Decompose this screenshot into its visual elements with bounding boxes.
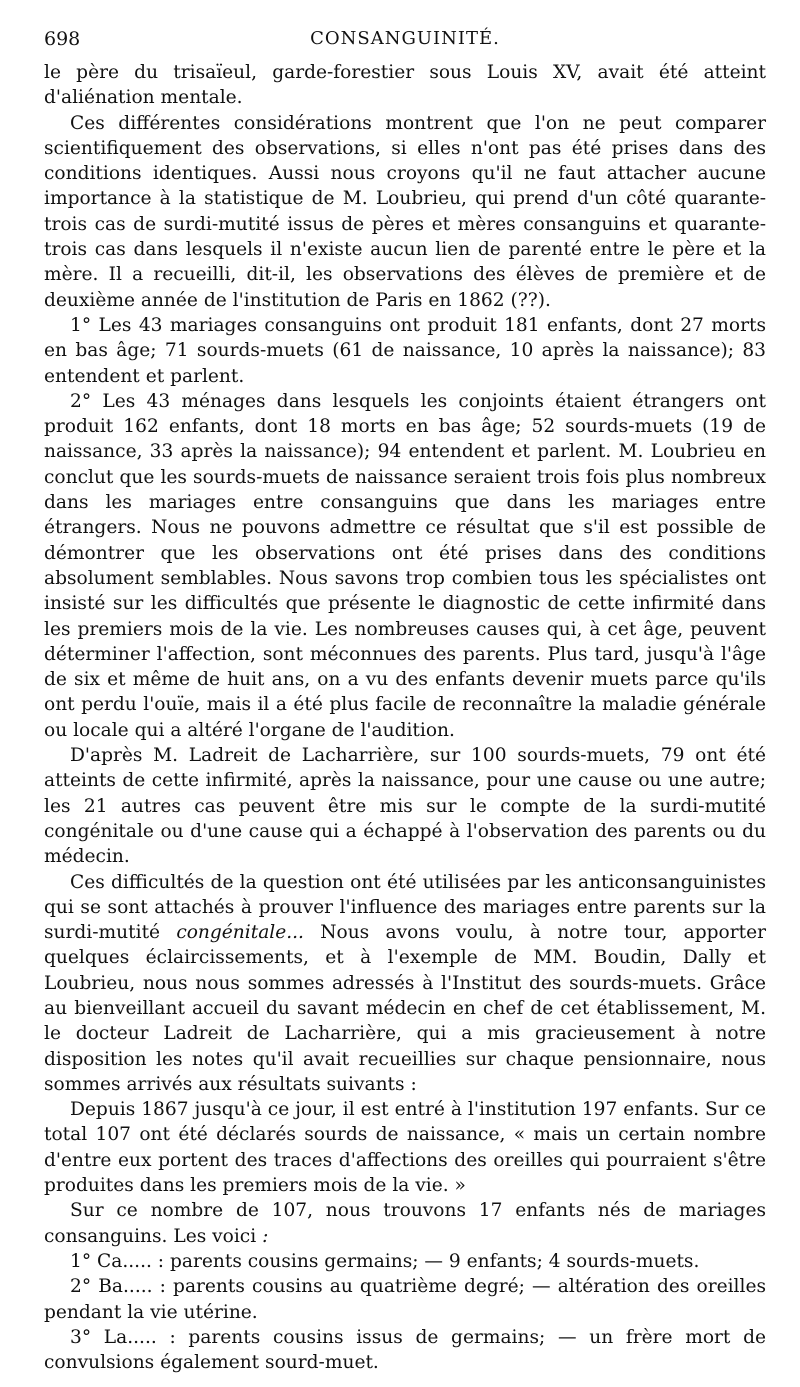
page-header — [44, 28, 766, 60]
paragraph-ladreit: D'après M. Ladreit de Lacharrière, sur 100 sourds-muets, 79 ont été atteints de cette infirmité, après la naissance, pour une cause ou une autre; les 21 autres cas peuvent être mis sur le compte de la surdi-mutité congénitale ou d'une cause qui a échappé à l'observation des parents ou du médecin. — [44, 745, 766, 868]
paragraph-difficulties — [44, 870, 766, 1098]
running-title: CONSANGUINITÉ. — [310, 28, 500, 49]
book-page — [44, 28, 766, 1375]
case-item: 3° La..... : parents cousins issus de germains; — un frère mort de convulsions également sourd-muet. — [44, 1326, 766, 1374]
paragraph-difficulties-end: Nous avons voulu, à notre tour, apporter quelques éclaircissements, et à l'exemple de MM. Boudin, Dally et Loubrieu, nous nous sommes adressés à l'Institut des sourds-muets. Grâce au bienveillant accueil du savant médecin en chef de cet établissement, M. le docteur Ladreit de Lacharrière, qui a mis gracieusement à notre disposition les notes qu'il avait recueillies sur chaque pensionnaire, nous sommes arrivés aux résultats suivants : — [44, 922, 766, 1095]
paragraph-since-1867: Depuis 1867 jusqu'à ce jour, il est entré à l'institution 197 enfants. Sur ce total 107 ont été déclarés sourds de naissance, « mais un certain nombre d'entre eux portent des traces d'affections des oreilles qui pourraient s'être produites dans les premiers mois de la vie. » — [44, 1099, 766, 1197]
case-item: 2° Ba..... : parents cousins au quatrième degré; — altération des oreilles pendant la vie utérine. — [44, 1276, 766, 1323]
paragraph-continuation: le père du trisaïeul, garde-forestier sous Louis XV, avait été atteint d'aliénation mentale. — [44, 62, 766, 109]
page-number: 698 — [44, 28, 81, 50]
paragraph-consanguineous-marriages: 1° Les 43 mariages consanguins ont produit 181 enfants, dont 27 morts en bas âge; 71 sourds-muets (61 de naissance, 10 après la naissance); 83 entendent et parlent. — [44, 314, 766, 387]
congenital-term: congénitale... — [176, 922, 304, 944]
paragraph-here-they-are — [44, 1198, 766, 1249]
body-text — [44, 60, 766, 1375]
paragraph-difficulties-start: Ces difficultés de la question ont été utilisées par les anticonsanguinistes qui se sont attachés à prouver l'influence des mariages entre parents sur la surdi-mutité — [44, 871, 766, 944]
paragraph-here-they-are-text: Sur ce nombre de 107, nous trouvons 17 enfants nés de mariages consanguins. Les voici — [44, 1200, 766, 1247]
paragraph-foreign-marriages: 2° Les 43 ménages dans lesquels les conjoints étaient étrangers ont produit 162 enfants, dont 18 morts en bas âge; 52 sourds-muets (19 de naissance, 33 après la naissance); 94 entendent et parlent. M. Loubrieu en conclut que les sourds-muets de naissance seraient trois fois plus nombreux dans les mariages entre consanguins que dans les mariages entre étrangers. Nous ne pouvons admettre ce résultat que s'il est possible de démontrer que les observations ont été prises dans des conditions absolument semblables. Nous savons trop combien tous les spécialistes ont insisté sur les difficultés que présente le diagnostic de cette infirmité dans les premiers mois de la vie. Les nombreuses causes qui, à cet âge, peuvent déterminer l'affection, sont méconnues des parents. Plus tard, jusqu'à l'âge de six et même de huit ans, on a vu des enfants devenir muets parce qu'ils ont perdu l'ouïe, mais il a été plus facile de reconnaître la maladie générale ou locale qui a altéré l'organe de l'audition. — [44, 390, 766, 741]
paragraph-here-they-are-colon: : — [262, 1225, 269, 1247]
case-item: 1° Ca..... : parents cousins germains; — 9 enfants; 4 sourds-muets. — [70, 1250, 700, 1272]
paragraph-considerations: Ces différentes considérations montrent que l'on ne peut comparer scientifiquement des observations, si elles n'ont pas été prises dans des conditions identiques. Aussi nous croyons qu'il ne faut attacher aucune importance à la statistique de M. Loubrieu, qui prend d'un côté quarante-trois cas de surdi-mutité issus de pères et mères consanguins et quarante-trois cas dans lesquels il n'existe aucun lien de parenté entre le père et la mère. Il a recueilli, dit-il, les observations des élèves de première et de deuxième année de l'institution de Paris en 1862 (??). — [44, 112, 766, 311]
